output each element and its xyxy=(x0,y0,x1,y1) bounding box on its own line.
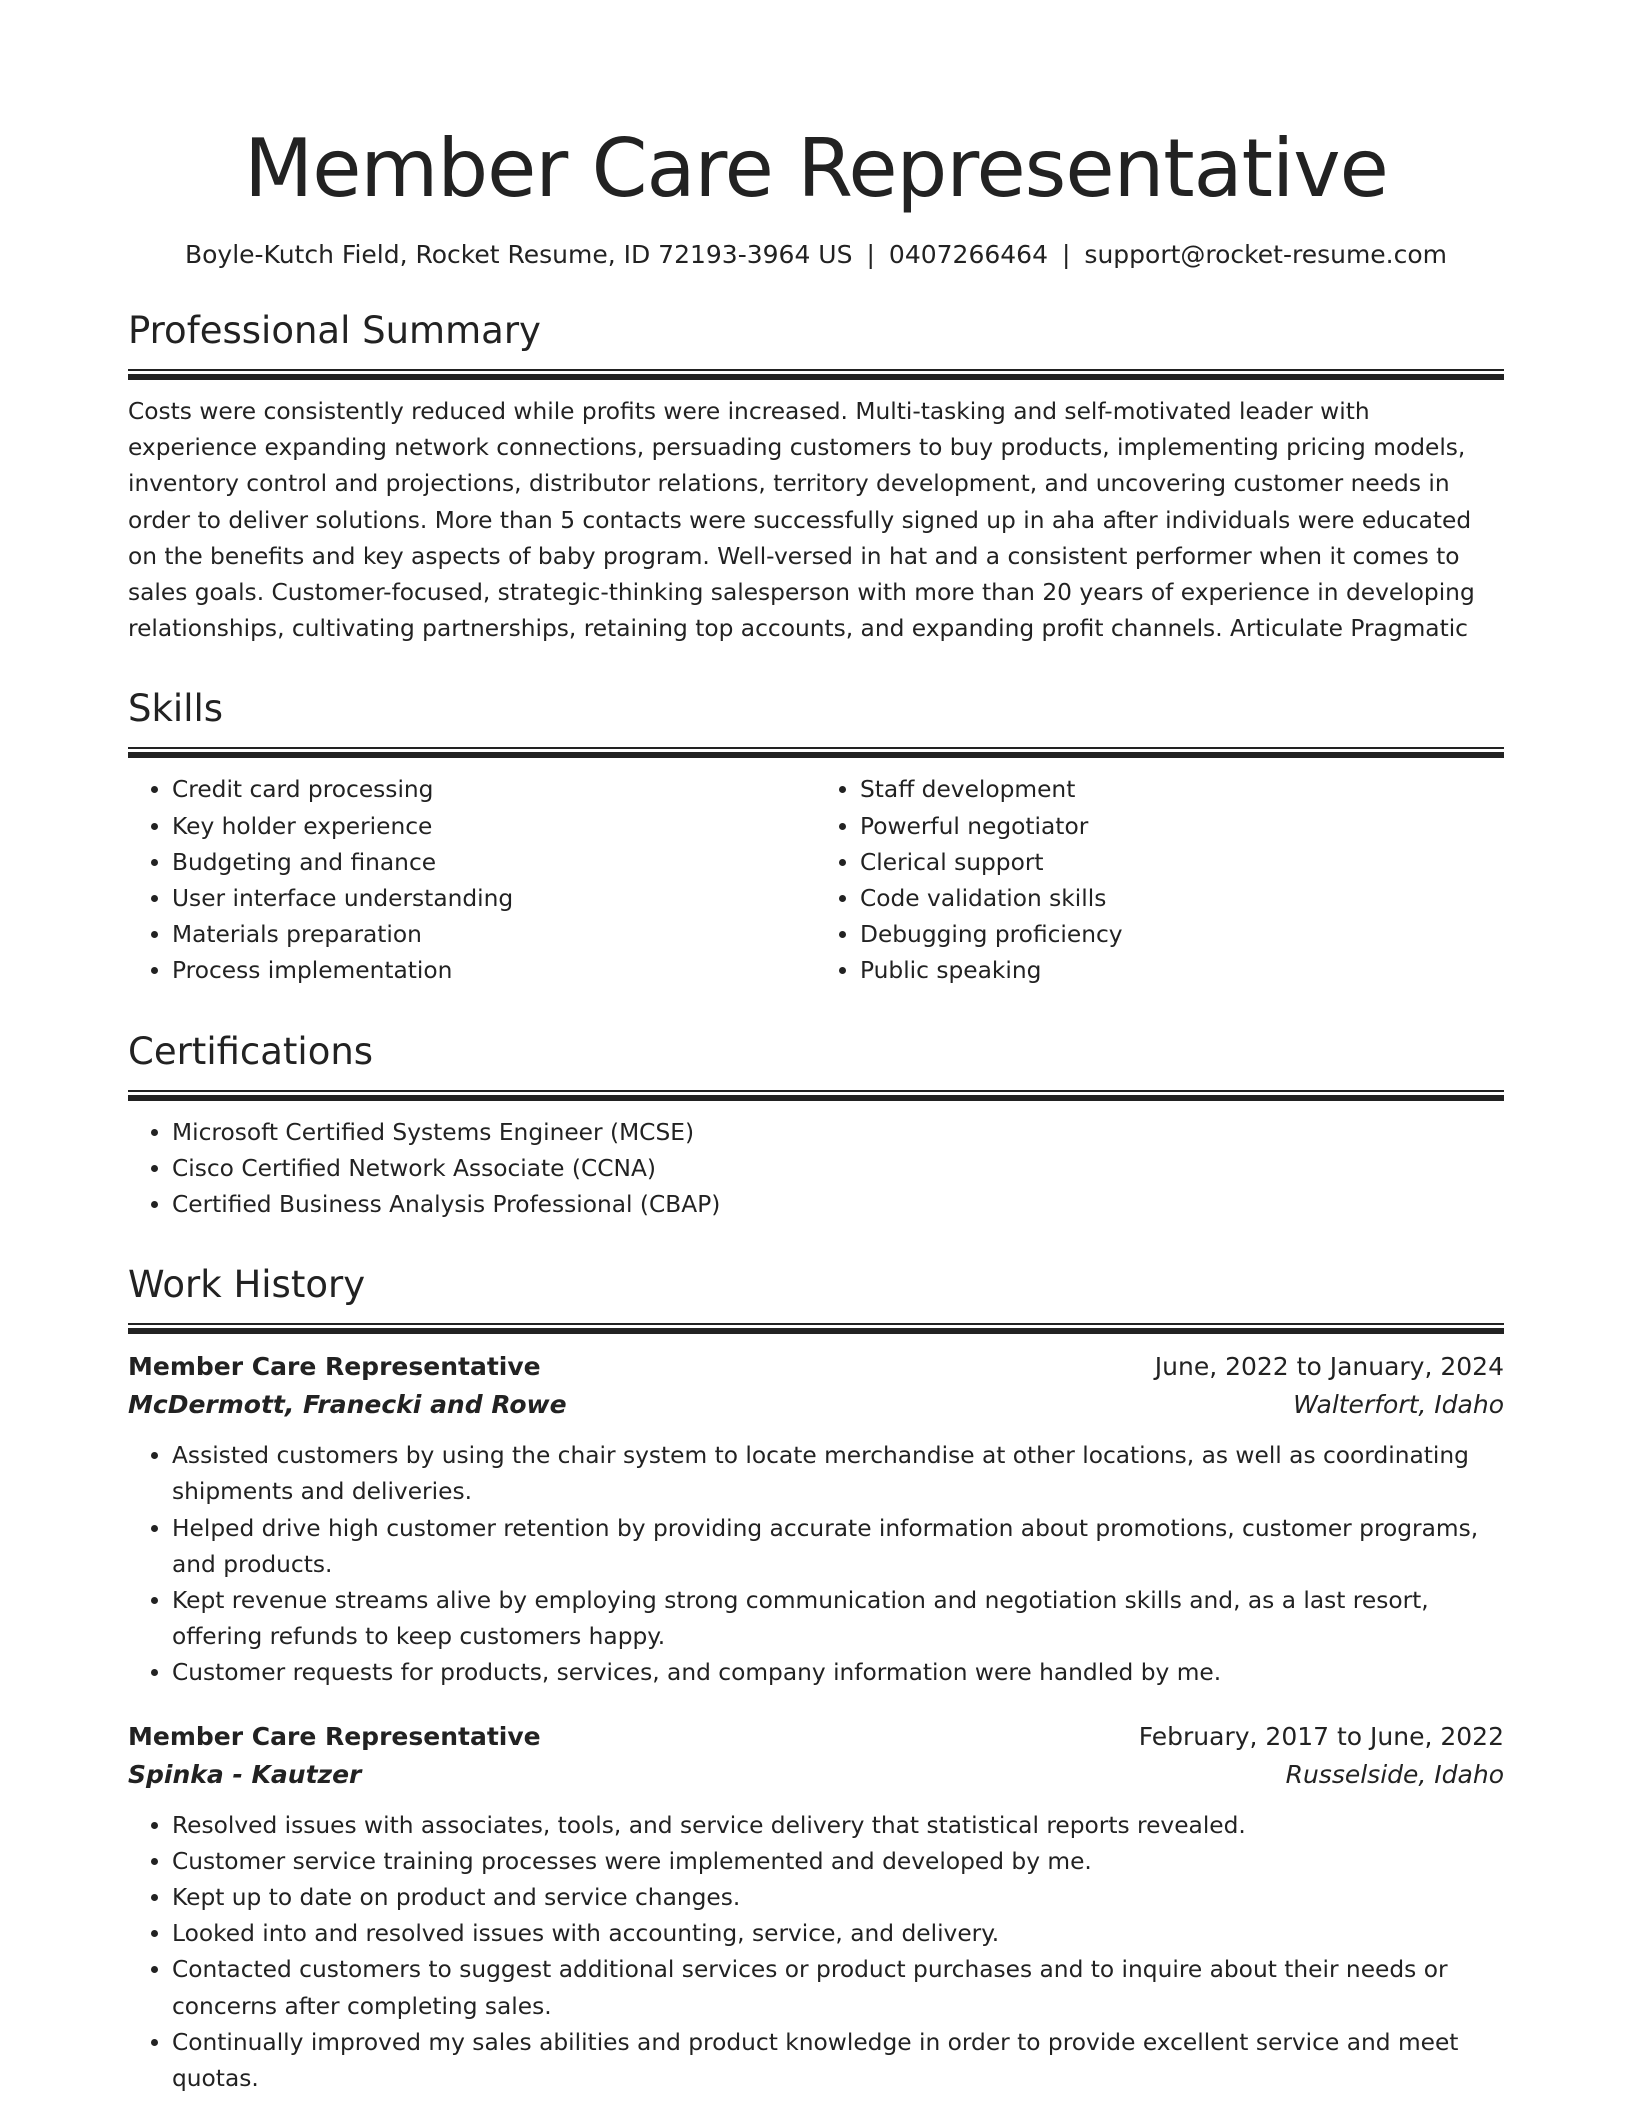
skill-item: • Credit card processing xyxy=(172,772,816,808)
section-divider xyxy=(128,747,1504,758)
job-location: Walterfort, Idaho xyxy=(1293,1390,1504,1420)
section-title-certifications: Certifications xyxy=(128,1029,374,1073)
job-dates: February, 2017 to June, 2022 xyxy=(1138,1721,1504,1751)
job-header-row xyxy=(128,1348,1504,1386)
job-duty-item: • Continually improved my sales abilities and product knowledge in order to provide excellent service and meet quotas. xyxy=(172,2025,1504,2097)
skill-item: • Code validation skills xyxy=(860,881,1504,917)
contact-email: support@rocket-resume.com xyxy=(1084,240,1448,269)
contact-separator: | xyxy=(866,240,875,269)
job-title: Member Care Representative xyxy=(128,1352,541,1382)
job-entry xyxy=(128,1348,1504,1691)
job-company: McDermott, Franecki and Rowe xyxy=(128,1390,567,1420)
job-duties-list xyxy=(128,1438,1504,1691)
job-company-row xyxy=(128,1386,1504,1424)
skills-list-left xyxy=(128,772,816,989)
certification-item: • Cisco Certified Network Associate (CCNA) xyxy=(172,1151,1504,1187)
job-duty-item: • Resolved issues with associates, tools, and service delivery that statistical reports revealed. xyxy=(172,1808,1504,1844)
skill-item: • Powerful negotiator xyxy=(860,809,1504,845)
contact-line xyxy=(128,240,1504,269)
job-duty-item: • Looked into and resolved issues with accounting, service, and delivery. xyxy=(172,1916,1504,1952)
skill-item: • User interface understanding xyxy=(172,881,816,917)
certification-item: • Microsoft Certified Systems Engineer (MCSE) xyxy=(172,1115,1504,1151)
job-duty-item: • Customer requests for products, services, and company information were handled by me. xyxy=(172,1655,1504,1691)
skills-columns xyxy=(128,772,1504,989)
job-duty-item: • Assisted customers by using the chair system to locate merchandise at other locations, as well as coordinating shipments and deliveries. xyxy=(172,1438,1504,1510)
skill-item: • Debugging proficiency xyxy=(860,917,1504,953)
summary-section xyxy=(128,307,1504,647)
skill-item: • Budgeting and finance xyxy=(172,845,816,881)
section-divider xyxy=(128,1323,1504,1334)
contact-separator: | xyxy=(1061,240,1071,269)
job-duty-item: • Kept revenue streams alive by employing strong communication and negotiation skills and, as a last resort, offering refunds to keep customers happy. xyxy=(172,1583,1504,1655)
job-dates: June, 2022 to January, 2024 xyxy=(1154,1352,1504,1382)
section-title-work-history: Work History xyxy=(128,1263,366,1307)
skill-item: • Key holder experience xyxy=(172,809,816,845)
skill-item: • Clerical support xyxy=(860,845,1504,881)
job-title: Member Care Representative xyxy=(128,1721,541,1751)
job-duty-item: • Customer service training processes were implemented and developed by me. xyxy=(172,1844,1504,1880)
job-duties-list xyxy=(128,1808,1504,2098)
job-company: Spinka - Kautzer xyxy=(128,1759,362,1789)
section-divider xyxy=(128,1090,1504,1101)
job-duty-item: • Helped drive high customer retention by providing accurate information about promotions, customer programs, and products. xyxy=(172,1511,1504,1583)
contact-phone: 0407266464 xyxy=(888,240,1048,269)
job-company-row xyxy=(128,1756,1504,1794)
job-location: Russelside, Idaho xyxy=(1285,1759,1504,1789)
skill-item: • Public speaking xyxy=(860,953,1504,989)
job-entry xyxy=(128,1718,1504,2098)
skills-section xyxy=(128,685,1504,989)
skills-list-right xyxy=(816,772,1504,989)
job-header-row xyxy=(128,1718,1504,1756)
certifications-list xyxy=(128,1115,1504,1224)
skill-item: • Staff development xyxy=(860,772,1504,808)
contact-address: Boyle-Kutch Field, Rocket Resume, ID 72193-3964 US xyxy=(184,240,853,269)
job-duty-item: • Kept up to date on product and service changes. xyxy=(172,1880,1504,1916)
resume-name: Member Care Representative xyxy=(244,122,1388,215)
job-duty-item: • Contacted customers to suggest additional services or product purchases and to inquire about their needs or concerns after completing sales. xyxy=(172,1952,1504,2024)
section-title-summary: Professional Summary xyxy=(128,309,541,352)
summary-text: Costs were consistently reduced while profits were increased. Multi-tasking and self-motivated leader with experience expanding network connections, persuading customers to buy products, implementing pricing models, inventory control and projections, distributor relations, territory development, and uncovering customer needs in order to deliver solutions. More than 5 contacts were successfully signed up in aha after individuals were educated on the benefits and key aspects of baby program. Well-versed in hat and a consistent performer when it comes to sales goals. Customer-focused, strategic-thinking salesperson with more than 20 years of experience in developing relationships, cultivating partnerships, retaining top accounts, and expanding profit channels. Articulate Pragmatic xyxy=(128,398,1475,643)
skill-item: • Process implementation xyxy=(172,953,816,989)
work-history-section xyxy=(128,1261,1504,2097)
certifications-section xyxy=(128,1028,1504,1224)
section-title-skills: Skills xyxy=(128,687,224,731)
skill-item: • Materials preparation xyxy=(172,917,816,953)
section-divider xyxy=(128,369,1504,380)
certification-item: • Certified Business Analysis Professional (CBAP) xyxy=(172,1187,1504,1223)
